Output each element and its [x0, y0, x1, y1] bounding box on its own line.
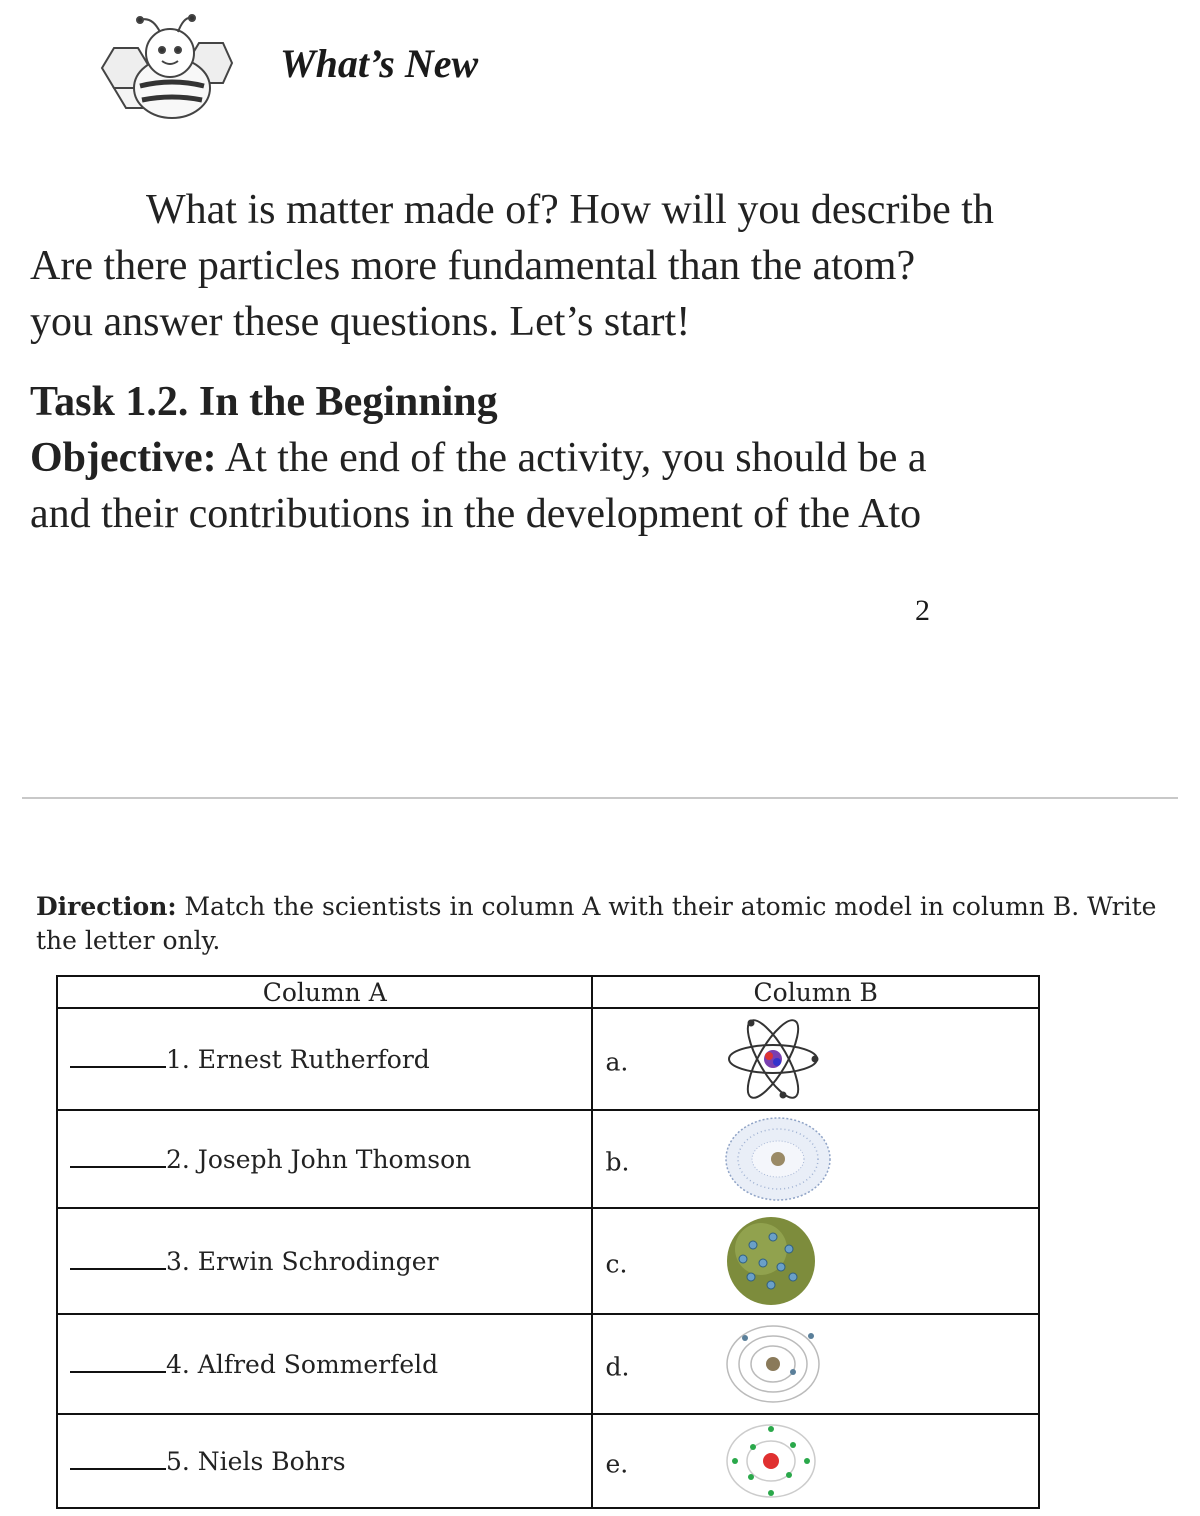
scientist-name: 3. Erwin Schrodinger	[166, 1247, 439, 1276]
column-a-header: Column A	[57, 976, 592, 1008]
table-row	[57, 1208, 1039, 1314]
objective-text: At the end of the activity, you should be a	[216, 435, 927, 481]
bee-mascot-icon	[92, 8, 237, 126]
model-letter: c.	[605, 1249, 628, 1279]
elliptical-orbit-model-icon	[723, 1322, 823, 1406]
column-b-header: Column B	[592, 976, 1039, 1008]
scientist-name: 5. Niels Bohrs	[166, 1447, 346, 1476]
answer-blank[interactable]	[70, 1044, 166, 1068]
matching-table	[56, 975, 1040, 1509]
column-b-cell	[592, 1314, 1039, 1414]
column-b-cell	[592, 1208, 1039, 1314]
column-b-cell	[592, 1110, 1039, 1208]
model-letter: d.	[605, 1352, 630, 1382]
answer-blank[interactable]	[70, 1349, 166, 1373]
scientist-name: 1. Ernest Rutherford	[166, 1045, 430, 1074]
column-a-cell	[57, 1110, 592, 1208]
intro-line-3: you answer these questions. Let’s start!	[30, 299, 691, 345]
column-a-cell	[57, 1208, 592, 1314]
objective-line-2: and their contributions in the development of the Ato	[30, 491, 922, 537]
page-heading: What’s New	[280, 41, 479, 86]
scientist-name: 4. Alfred Sommerfeld	[166, 1350, 439, 1379]
intro-line-2: Are there particles more fundamental than the atom?	[30, 243, 916, 289]
answer-blank[interactable]	[70, 1246, 166, 1270]
direction-label: Direction:	[36, 892, 177, 921]
table-row	[57, 1314, 1039, 1414]
table-header-row	[57, 976, 1039, 1008]
table-row	[57, 1110, 1039, 1208]
task-title: Task 1.2. In the Beginning	[30, 379, 498, 425]
electron-cloud-orbit-model-icon	[723, 1019, 823, 1099]
model-letter: b.	[605, 1147, 630, 1177]
model-letter: a.	[605, 1047, 629, 1077]
column-b-cell	[592, 1414, 1039, 1508]
intro-line-1: What is matter made of? How will you describe th	[146, 187, 994, 233]
direction-text	[36, 890, 1176, 958]
answer-blank[interactable]	[70, 1446, 166, 1470]
table-row	[57, 1008, 1039, 1110]
column-a-cell	[57, 1414, 592, 1508]
plum-pudding-model-icon	[723, 1215, 819, 1307]
table-row	[57, 1414, 1039, 1508]
column-b-cell	[592, 1008, 1039, 1110]
objective-line-1	[30, 434, 927, 482]
page-divider	[22, 797, 1178, 799]
objective-label: Objective:	[30, 435, 217, 481]
bohr-shell-model-icon	[723, 1421, 819, 1501]
column-a-cell	[57, 1008, 592, 1110]
page-number: 2	[915, 594, 930, 627]
column-a-cell	[57, 1314, 592, 1414]
quantum-cloud-model-icon	[723, 1115, 833, 1203]
direction-body: Match the scientists in column A with their atomic model in column B. Write the letter only.	[36, 892, 1157, 955]
model-letter: e.	[605, 1449, 629, 1479]
scientist-name: 2. Joseph John Thomson	[166, 1145, 472, 1174]
answer-blank[interactable]	[70, 1144, 166, 1168]
